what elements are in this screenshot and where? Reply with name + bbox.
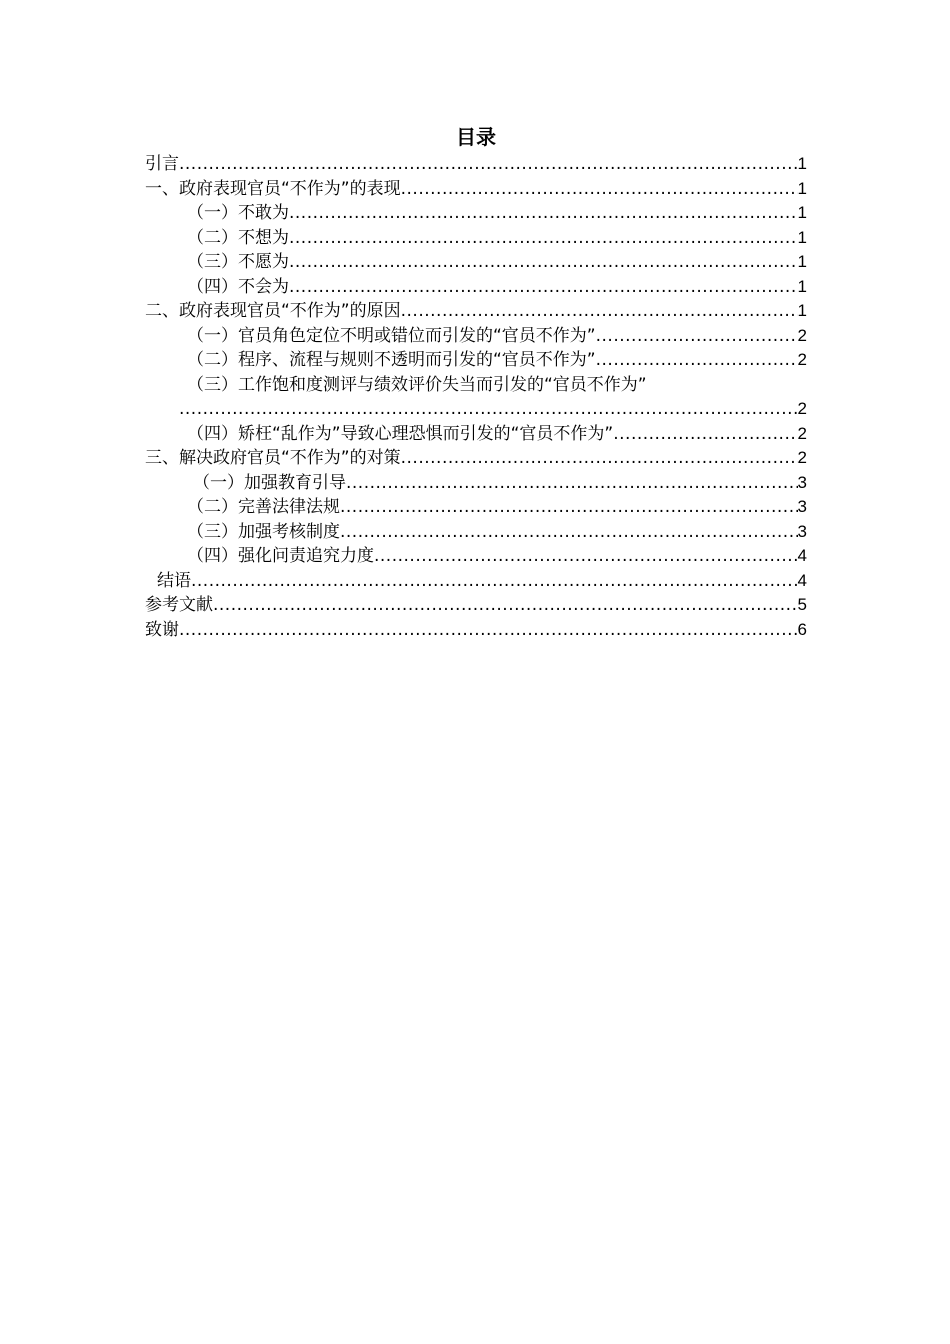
toc-dot-leader [179, 397, 798, 422]
toc-page-number: 1 [797, 227, 807, 247]
toc-entry-label: 二、政府表现官员“不作为”的原因 [145, 301, 401, 321]
toc-page-number: 2 [797, 448, 807, 467]
toc-dot-leader [340, 495, 798, 520]
toc-entry-section-2[interactable] [145, 299, 807, 324]
toc-page-number: 1 [797, 252, 807, 271]
toc-page-number: 1 [797, 203, 807, 222]
toc-dot-leader [289, 250, 798, 275]
toc-entry-conclusion[interactable] [145, 569, 807, 594]
toc-entry-label: （一）不敢为 [187, 203, 289, 223]
toc-page-number: 6 [797, 619, 807, 639]
toc-entry-1-4[interactable] [145, 275, 807, 300]
toc-page-number: 1 [797, 276, 807, 296]
toc-entry-label: （四）不会为 [187, 276, 289, 297]
toc-entry-3-2[interactable] [145, 495, 807, 520]
toc-title: 目录 [456, 125, 496, 149]
toc-page-number: 3 [797, 521, 807, 541]
toc-entry-label: 引言 [145, 154, 179, 174]
toc-entry-section-1[interactable] [145, 177, 807, 202]
toc-page-number: 2 [797, 423, 807, 443]
toc-dot-leader [179, 618, 798, 643]
toc-dot-leader [289, 226, 798, 251]
toc-dot-leader [401, 177, 798, 202]
table-of-contents [145, 122, 807, 642]
toc-page-number: 1 [797, 154, 807, 173]
toc-entry-3-4[interactable] [145, 544, 807, 569]
toc-entry-label: 一、政府表现官员“不作为”的表现 [145, 178, 401, 199]
toc-entry-label: （三）不愿为 [187, 252, 289, 272]
toc-dot-leader [213, 593, 798, 618]
toc-page-number: 2 [797, 350, 807, 369]
toc-entry-2-4[interactable] [145, 422, 807, 447]
toc-entry-2-1[interactable] [145, 324, 807, 349]
toc-page-number: 4 [797, 570, 807, 590]
toc-entry-label: （二）完善法律法规 [187, 497, 340, 517]
toc-entry-label: （一）加强教育引导 [193, 472, 346, 493]
toc-dot-leader [596, 348, 798, 373]
toc-entry-label: 三、解决政府官员“不作为”的对策 [145, 448, 401, 468]
toc-dot-leader [179, 152, 798, 177]
toc-entry-references[interactable] [145, 593, 807, 618]
toc-page-number: 2 [797, 325, 807, 345]
toc-page-number: 2 [797, 399, 807, 418]
toc-dot-leader [596, 324, 798, 349]
toc-dot-leader [191, 569, 798, 594]
toc-entry-continuation [145, 397, 807, 422]
toc-entry-label: 致谢 [145, 619, 179, 640]
toc-entry-label: （二）程序、流程与规则不透明而引发的“官员不作为” [187, 350, 596, 370]
toc-entry-2-3[interactable] [145, 373, 807, 422]
toc-dot-leader [289, 201, 798, 226]
toc-dot-leader [340, 520, 798, 545]
toc-entry-1-2[interactable] [145, 226, 807, 251]
toc-dot-leader [401, 299, 798, 324]
toc-entry-label: （四）矫枉“乱作为”导致心理恐惧而引发的“官员不作为” [187, 423, 614, 444]
toc-page-number: 1 [797, 301, 807, 320]
toc-page-number: 5 [797, 595, 807, 614]
toc-entry-label: 参考文献 [145, 595, 213, 615]
toc-entry-label: （三）加强考核制度 [187, 521, 340, 542]
toc-entry-label: （二）不想为 [187, 227, 289, 248]
toc-entry-label: 结语 [157, 570, 191, 591]
toc-entry-label: （四）强化问责追究力度 [187, 546, 374, 566]
toc-page-number: 4 [797, 546, 807, 565]
toc-dot-leader [346, 471, 798, 496]
toc-dot-leader [401, 446, 798, 471]
toc-entry-1-3[interactable] [145, 250, 807, 275]
toc-entry-label: （一）官员角色定位不明或错位而引发的“官员不作为” [187, 325, 596, 346]
toc-entry-2-2[interactable] [145, 348, 807, 373]
toc-entry-section-3[interactable] [145, 446, 807, 471]
toc-page-number: 3 [797, 497, 807, 516]
toc-entry-1-1[interactable] [145, 201, 807, 226]
toc-dot-leader [289, 275, 798, 300]
toc-entry-3-3[interactable] [145, 520, 807, 545]
toc-entry-3-1[interactable] [145, 471, 807, 496]
toc-entry-acknowledgements[interactable] [145, 618, 807, 643]
toc-entry-intro[interactable] [145, 152, 807, 177]
toc-dot-leader [613, 422, 797, 447]
toc-entry-label: （三）工作饱和度测评与绩效评价失当而引发的“官员不作为” [187, 374, 647, 395]
toc-page-number: 1 [797, 178, 807, 198]
toc-dot-leader [374, 544, 798, 569]
toc-page-number: 3 [797, 472, 807, 492]
